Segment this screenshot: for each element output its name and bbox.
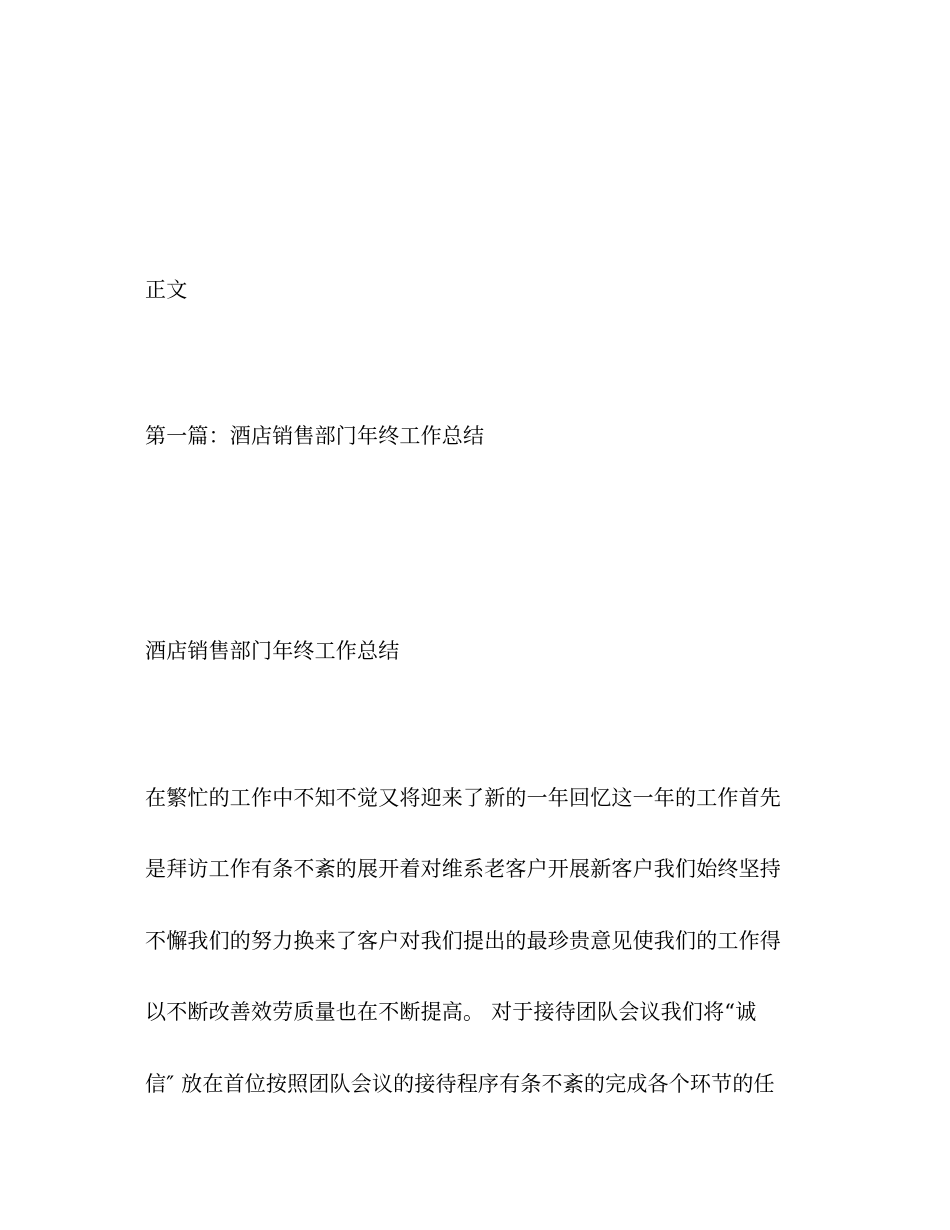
document-title: 酒店销售部门年终工作总结 [145,639,400,663]
paragraph-line: 不懈我们的努力换来了客户对我们提出的最珍贵意见使我们的工作得 [145,929,781,953]
paragraph-line: 在繁忙的工作中不知不觉又将迎来了新的一年回忆这一年的工作首先 [145,786,781,810]
section-label: 正文 [145,278,188,302]
paragraph-line: 以不断改善效劳质量也在不断提高。 对于接待团队会议我们将“诚 [145,1000,757,1024]
paragraph-line: 是拜访工作有条不紊的展开着对维系老客户开展新客户我们始终坚持 [145,857,781,881]
chapter-heading: 第一篇：酒店销售部门年终工作总结 [145,424,485,448]
paragraph-line: 信″ 放在首位按照团队会议的接待程序有条不紊的完成各个环节的任 [145,1072,775,1096]
